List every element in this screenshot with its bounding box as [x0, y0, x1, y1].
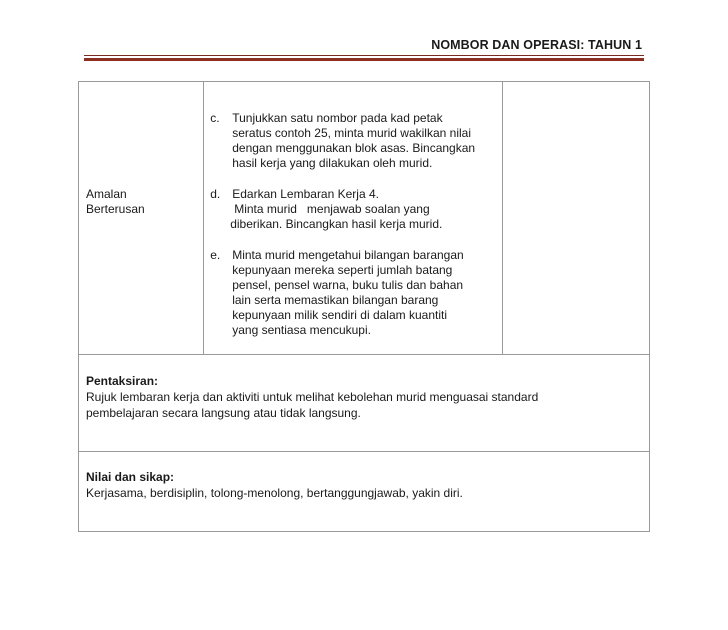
step-line: lain serta memastikan bilangan barang: [232, 293, 439, 307]
step-line: diberikan. Bincangkan hasil kerja murid.: [230, 217, 443, 231]
step-line: dengan menggunakan blok asas. Bincangkan: [232, 141, 476, 155]
step-line: Tunjukkan satu nombor pada kad petak: [232, 111, 443, 125]
nilai-heading: Nilai dan sikap:: [86, 470, 175, 484]
step-line: kepunyaan milik sendiri di dalam kuantiti: [232, 308, 447, 322]
step-text: [232, 111, 475, 171]
header-rule-thick: [84, 58, 644, 61]
step-line: pensel, pensel warna, buku tulis dan bahan: [232, 278, 464, 292]
step-letter: e.: [210, 248, 221, 262]
activity-label-cell: [79, 82, 204, 355]
step-c: [204, 111, 502, 171]
step-text: [232, 248, 464, 338]
step-d: [204, 187, 502, 232]
header-rule-thin: [84, 55, 644, 56]
pentaksiran-line1: Rujuk lembaran kerja dan aktiviti untuk melihat kebolehan murid menguasai standard: [86, 390, 539, 404]
pentaksiran-row: [79, 355, 650, 452]
nilai-row: [79, 452, 650, 532]
activity-label: [86, 187, 145, 217]
activity-empty-cell: [502, 82, 649, 355]
activity-label-line1: Amalan: [86, 187, 127, 201]
activity-row: [79, 82, 650, 355]
lesson-table: [78, 81, 650, 532]
step-line: Minta murid menjawab soalan yang: [234, 202, 430, 216]
step-line: Edarkan Lembaran Kerja 4.: [232, 187, 379, 201]
pentaksiran-heading: Pentaksiran:: [86, 374, 159, 388]
nilai-cell: [79, 452, 650, 532]
step-text: [232, 187, 442, 232]
pentaksiran-cell: [79, 355, 650, 452]
page-header-title: NOMBOR DAN OPERASI: TAHUN 1: [431, 38, 642, 52]
step-line: Minta murid mengetahui bilangan barangan: [232, 248, 464, 262]
activity-label-line2: Berterusan: [86, 202, 145, 216]
step-line: hasil kerja yang dilakukan oleh murid.: [232, 156, 433, 170]
step-line: seratus contoh 25, minta murid wakilkan nilai: [232, 126, 471, 140]
step-letter: d.: [210, 187, 221, 201]
nilai-line1: Kerjasama, berdisiplin, tolong-menolong, bertanggungjawab, yakin diri.: [86, 486, 463, 500]
activity-steps-cell: [204, 82, 503, 355]
step-e: [204, 248, 502, 338]
step-line: kepunyaan mereka seperti jumlah batang: [232, 263, 453, 277]
step-line: yang sentiasa mencukupi.: [232, 323, 371, 337]
pentaksiran-line2: pembelajaran secara langsung atau tidak langsung.: [86, 406, 361, 420]
step-letter: c.: [210, 111, 220, 125]
